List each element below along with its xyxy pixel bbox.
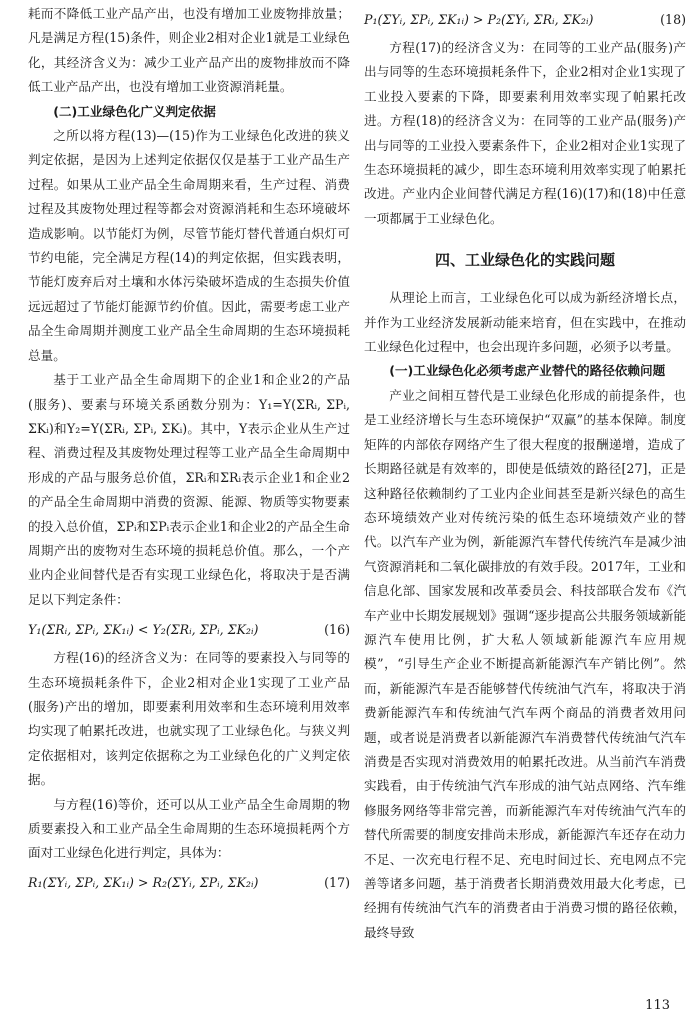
paragraph: 基于工业产品全生命周期下的企业1和企业2的产品(服务)、要素与环境关系函数分别为：Y₁=Y(ΣRᵢ, ΣPᵢ, ΣKᵢ)和Y₂=Y(ΣRᵢ, ΣPᵢ, ΣKᵢ)。其中，Y表示企业从生产过程、消费过程及其废物处理过程等工业产品全生命周期中形成的产品与服务总价值，ΣRᵢ和ΣRᵢ表示企业1和企业2的产品全生命周期中消费的资源、能源、物质等实物要素的投入总价值，ΣPᵢ和ΣPᵢ表示企业1和企业2的产品全生命周期产出的废物对生态环境的损耗总价值。那么，一个产业内企业间替代是否有实现工业绿色化，将取决于是否满足以下判定条件： (28, 372, 350, 607)
right-column (364, 2, 686, 945)
section-heading: 四、工业绿色化的实践问题 (434, 251, 615, 270)
equation-18 (364, 2, 686, 36)
paragraph: 方程(16)的经济含义为：在同等的要素投入与同等的生态环境损耗条件下，企业2相对企业1实现了工业产品(服务)产出的增加，即要素利用效率和生态环境利用效率均实现了帕累托改进，也就实现了工业绿色化。与狭义判定依据相对，该判定依据称之为工业绿色化的广义判定依据。 (28, 650, 350, 788)
equation-16 (28, 612, 350, 646)
equation-17 (28, 866, 350, 900)
paragraph: 方程(17)的经济含义为：在同等的工业产品(服务)产出与同等的生态环境损耗条件下，企业2相对企业1实现了工业投入要素的下降，即要素利用效率实现了帕累托改进。方程(18)的经济含义为：在同等的工业产品(服务)产出与同等的工业投入要素条件下，企业2相对企业1实现了生态环境损耗的减少，即生态环境利用效率实现了帕累托改进。产业内企业间替代满足方程(16)(17)和(18)中任意一项都属于工业绿色化。 (364, 40, 686, 226)
paragraph: 之所以将方程(13)—(15)作为工业绿色化改进的狭义判定依据，是因为上述判定依据仅仅是基于工业产品生产过程。如果从工业产品全生命周期来看，生产过程、消费过程及其废物处理过程等都会对资源消耗和生态环境破坏造成影响。以节能灯为例，尽管节能灯替代普通白炽灯可节约电能，完全满足方程(14)的判定依据，但实践表明，节能灯废弃后对土壤和水体污染破坏造成的生态损失价值远远超过了节能灯能源节约价值。因此，需要考虑工业产品全生命周期并测度工业产品全生命周期的生态环境损耗总量。 (28, 128, 350, 363)
equation-number: (18) (660, 11, 686, 27)
equation-body: R₁(ΣYᵢ, ΣPᵢ, ΣK₁ᵢ) > R₂(ΣYᵢ, ΣPᵢ, ΣK₂ᵢ) (28, 875, 259, 891)
paragraph: 与方程(16)等价，还可以从工业产品全生命周期的物质要素投入和工业产品全生命周期的生态环境损耗两个方面对工业绿色化进行判定，具体为： (28, 796, 350, 861)
equation-body: Y₁(ΣRᵢ, ΣPᵢ, ΣK₁ᵢ) < Y₂(ΣRᵢ, ΣPᵢ, ΣK₂ᵢ) (28, 621, 259, 637)
subsection-heading: (一)工业绿色化必须考虑产业替代的路径依赖问题 (389, 363, 666, 379)
equation-body: P₁(ΣYᵢ, ΣPᵢ, ΣK₁ᵢ) > P₂(ΣYᵢ, ΣRᵢ, ΣK₂ᵢ) (364, 11, 594, 27)
subsection-heading: (二)工业绿色化广义判定依据 (53, 103, 216, 119)
paragraph: 从理论上而言，工业绿色化可以成为新经济增长点，并作为工业经济发展新动能来培育，但在实践中，在推动工业绿色化过程中，也会出现许多问题，必须予以考量。 (364, 290, 686, 355)
equation-number: (17) (324, 875, 350, 891)
paragraph: 耗而不降低工业产品产出，也没有增加工业废物排放量；凡是满足方程(15)条件，则企业2相对企业1就是工业绿色化，其经济含义为：减少工业产品产出的废物排放而不降低工业产品产出，也没有增加工业资源消耗量。 (28, 6, 350, 95)
paragraph: 产业之间相互替代是工业绿色化形成的前提条件，也是工业经济增长与生态环境保护“双赢”的基本保障。制度矩阵的内部依存网络产生了很大程度的报酬递增，造成了长期路径就是有效率的，即使是低绩效的路径[27]，正是这种路径依赖制约了工业内企业间甚至是新兴绿色的高生态环境绩效产业对传统污染的低生态环境绩效产业的替代。以汽车产业为例，新能源汽车替代传统汽车是减少油气资源消耗和二氧化碳排放的有效手段。2017年，工业和信息化部、国家发展和改革委员会、科技部联合发布《汽车产业中长期发展规划》强调“逐步提高公共服务领域新能源汽车使用比例，扩大私人领域新能源汽车应用规模”，“引导生产企业不断提高新能源汽车产销比例”。然而，新能源汽车是否能够替代传统油气汽车，将取决于消费新能源汽车和传统油气汽车两个商品的消费者效用问题，或者说是消费者以新能源汽车消费替代传统油气汽车消费是否实现对消费效用的帕累托改进。从当前汽车消费实践看，由于传统油气汽车形成的油气站点网络、汽车维修服务网络等非常完善，而新能源汽车对传统油气汽车的替代所需要的制度安排尚未形成，新能源汽车还存在动力不足、一次充电行程不足、充电时间过长、充电网点不完善等诸多问题，基于消费者长期消费效用最大化考虑，已经拥有传统油气汽车的消费者由于消费习惯的路径依赖，最终导致 (364, 387, 686, 940)
page-number: 113 (645, 998, 670, 1013)
equation-number: (16) (324, 621, 350, 637)
left-column (28, 2, 350, 900)
